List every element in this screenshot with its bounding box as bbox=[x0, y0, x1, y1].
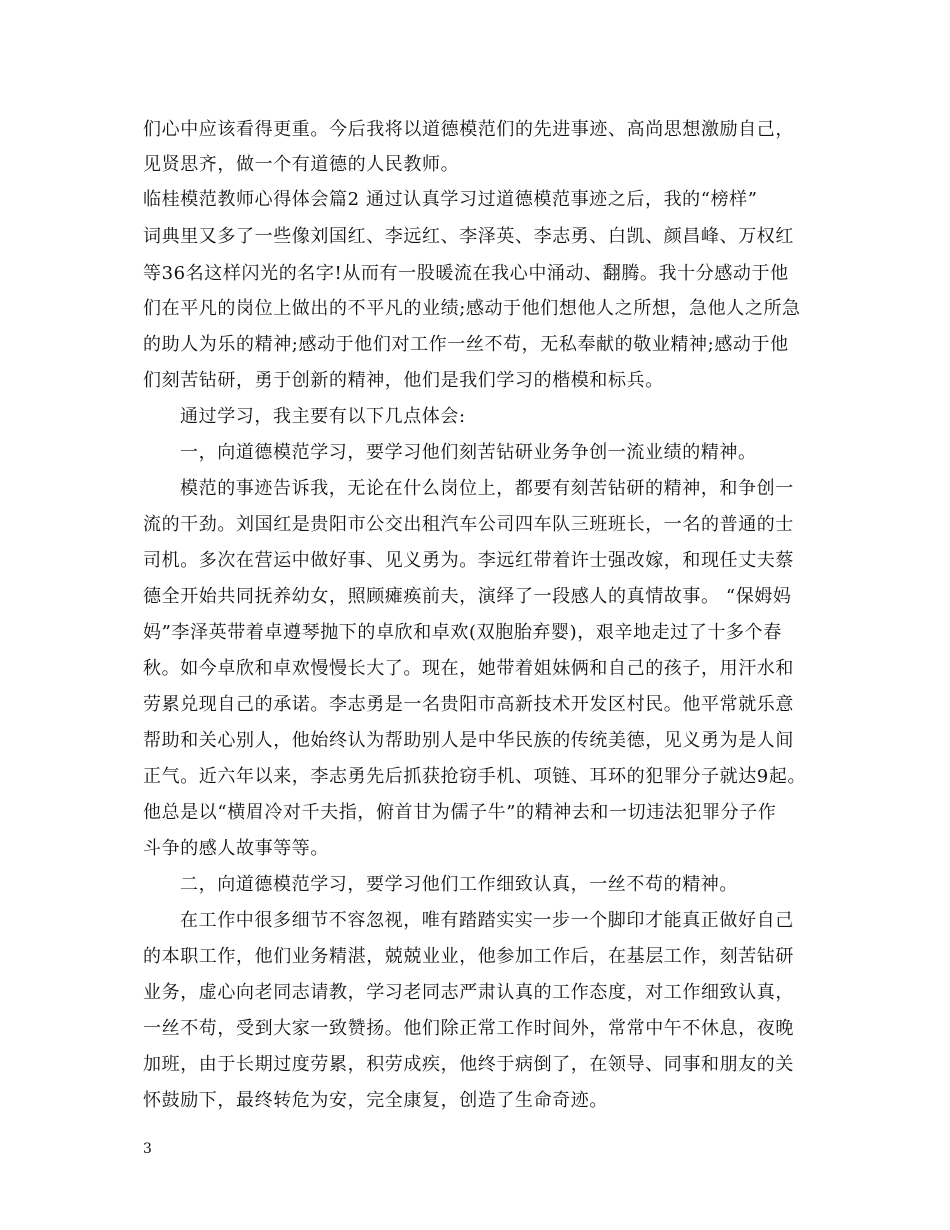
text-line-26: 一丝不苟，受到大家一致赞扬。他们除正常工作时间外，常常中午不休息，夜晚 bbox=[143, 1018, 794, 1039]
text-line-9: 通过学习，我主要有以下几点体会: bbox=[180, 406, 466, 427]
text-line-5: 等36名这样闪光的名字!从而有一股暖流在我心中涌动、翻腾。我十分感动于他 bbox=[143, 263, 789, 284]
text-line-16: 秋。如今卓欣和卓欢慢慢长大了。现在，她带着姐妹俩和自己的孩子，用汗水和 bbox=[143, 658, 794, 679]
text-line-22: 二，向道德模范学习，要学习他们工作细致认真，一丝不苟的精神。 bbox=[180, 874, 738, 895]
text-line-25: 业务，虚心向老同志请教，学习老同志严肃认真的工作态度，对工作细致认真， bbox=[143, 982, 794, 1003]
text-line-19: 正气。近六年以来，李志勇先后抓获抢窃手机、项链、耳环的犯罪分子就达9起。 bbox=[143, 766, 807, 787]
text-line-28: 怀鼓励下，最终转危为安，完全康复，创造了生命奇迹。 bbox=[143, 1090, 608, 1111]
text-line-27: 加班，由于长期过度劳累，积劳成疾，他终于病倒了，在领导、同事和朋友的关 bbox=[143, 1054, 794, 1075]
text-line-17: 劳累兑现自己的承诺。李志勇是一名贵阳市高新技术开发区村民。他平常就乐意 bbox=[143, 694, 794, 715]
text-line-7: 的助人为乐的精神;感动于他们对工作一丝不苟，无私奉献的敬业精神;感动于他 bbox=[143, 334, 789, 355]
text-line-2: 见贤思齐，做一个有道德的人民教师。 bbox=[143, 154, 460, 175]
text-line-20: 他总是以“横眉冷对千夫指，俯首甘为儒子牛”的精神去和一切违法犯罪分子作 bbox=[143, 802, 777, 823]
text-line-13: 司机。多次在营运中做好事、见义勇为。李远红带着许士强改嫁，和现任丈夫蔡 bbox=[143, 550, 794, 571]
text-line-3: 临桂模范教师心得体会篇2 通过认真学习过道德模范事迹之后，我的“榜样” bbox=[143, 189, 758, 210]
text-line-11: 模范的事迹告诉我，无论在什么岗位上，都要有刻苦钻研的精神，和争创一 bbox=[180, 478, 794, 499]
text-line-10: 一，向道德模范学习，要学习他们刻苦钻研业务争创一流业绩的精神。 bbox=[180, 442, 757, 463]
text-line-4: 词典里又多了一些像刘国红、李远红、李泽英、李志勇、白凯、颜昌峰、万权红 bbox=[143, 226, 794, 247]
text-line-24: 的本职工作，他们业务精湛，兢兢业业，他参加工作后，在基层工作，刻苦钻研 bbox=[143, 946, 794, 967]
text-line-15: 妈”李泽英带着卓遵琴抛下的卓欣和卓欢(双胞胎弃婴)，艰辛地走过了十多个春 bbox=[143, 622, 782, 643]
text-line-12: 流的干劲。刘国红是贵阳市公交出租汽车公司四车队三班班长，一名的普通的士 bbox=[143, 514, 794, 535]
text-line-1: 们心中应该看得更重。今后我将以道德模范们的先进事迹、高尚思想激励自己， bbox=[143, 119, 794, 140]
text-line-6: 们在平凡的岗位上做出的不平凡的业绩;感动于他们想他人之所想，急他人之所急 bbox=[143, 298, 801, 319]
text-line-8: 们刻苦钻研，勇于创新的精神，他们是我们学习的楷模和标兵。 bbox=[143, 370, 664, 391]
page-number: 3 bbox=[143, 1141, 152, 1157]
text-line-14: 德全开始共同抚养幼女，照顾瘫痪前夫，演绎了一段感人的真情故事。 “保姆妈 bbox=[143, 586, 792, 607]
text-line-21: 斗争的感人故事等等。 bbox=[143, 838, 329, 859]
text-line-18: 帮助和关心别人，他始终认为帮助别人是中华民族的传统美德，见义勇为是人间 bbox=[143, 730, 794, 751]
text-line-23: 在工作中很多细节不容忽视，唯有踏踏实实一步一个脚印才能真正做好自己 bbox=[180, 910, 794, 931]
